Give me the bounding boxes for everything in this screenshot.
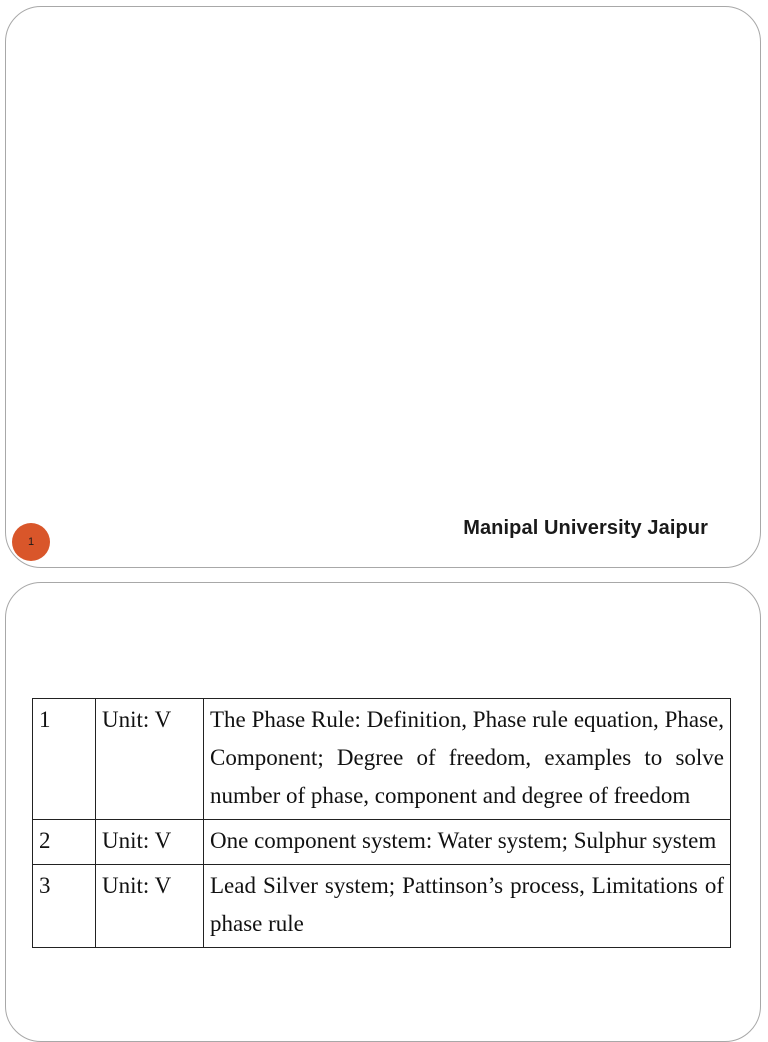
slide-1 bbox=[5, 6, 761, 568]
row-number: 2 bbox=[33, 820, 96, 865]
page-number-badge: 1 bbox=[12, 523, 50, 561]
row-number: 3 bbox=[33, 865, 96, 948]
slide-2 bbox=[5, 582, 761, 1042]
row-number: 1 bbox=[33, 699, 96, 820]
row-topic: One component system: Water system; Sulphur system bbox=[204, 820, 731, 865]
table-row bbox=[33, 699, 731, 820]
row-topic: Lead Silver system; Pattinson’s process, Limitations of phase rule bbox=[204, 865, 731, 948]
row-unit: Unit: V bbox=[96, 699, 204, 820]
row-topic: The Phase Rule: Definition, Phase rule equation, Phase, Component; Degree of freedom, examples to solve number of phase, component and degree of freedom bbox=[204, 699, 731, 820]
table-row bbox=[33, 820, 731, 865]
table-row bbox=[33, 865, 731, 948]
row-unit: Unit: V bbox=[96, 865, 204, 948]
university-name: Manipal University Jaipur bbox=[463, 517, 708, 539]
row-unit: Unit: V bbox=[96, 820, 204, 865]
syllabus-table bbox=[32, 698, 731, 948]
